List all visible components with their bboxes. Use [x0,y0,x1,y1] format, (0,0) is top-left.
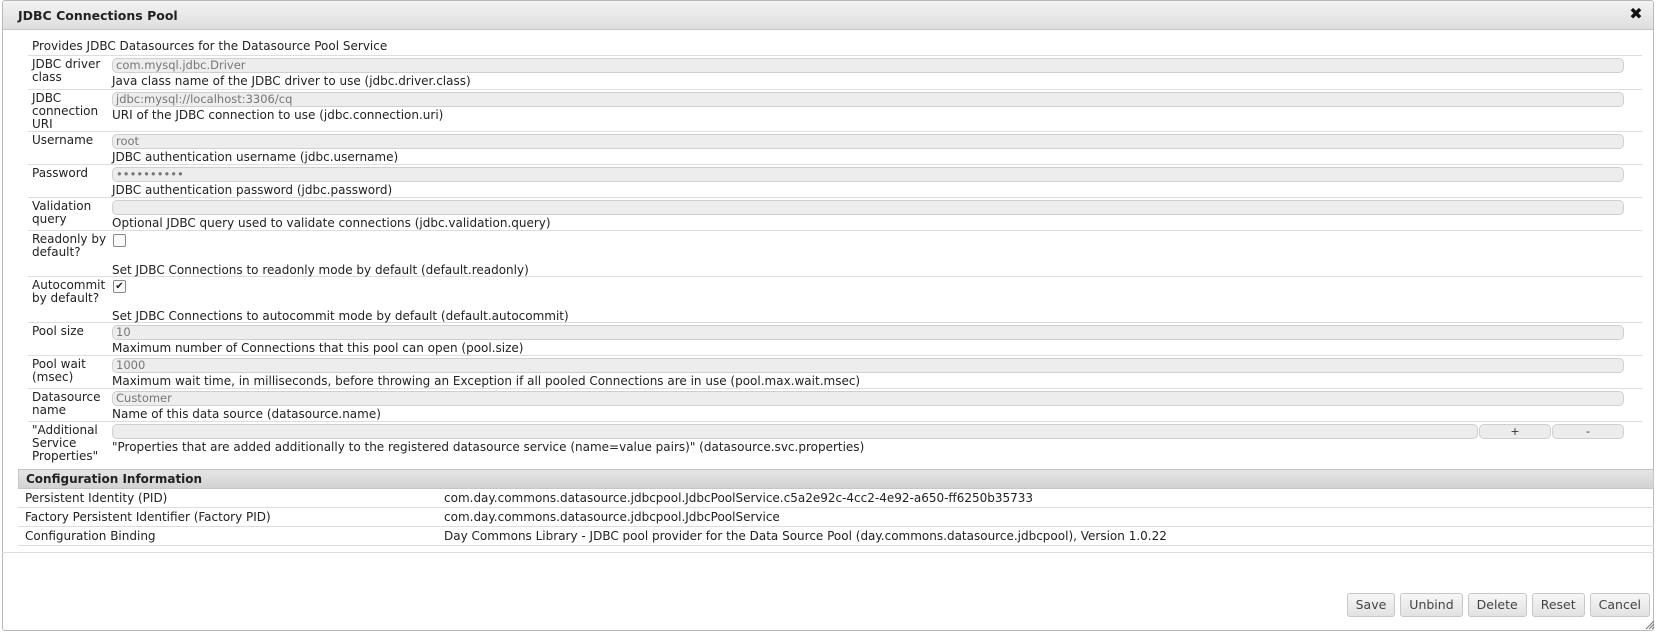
row-pool-size [28,323,1642,356]
config-row-pid [18,489,1654,508]
pool-wait-input[interactable]: 1000 [112,358,1624,373]
row-autocommit-default [28,277,1642,323]
validation-query-input[interactable] [112,200,1624,215]
config-key: Configuration Binding [25,529,156,543]
config-value: com.day.commons.datasource.jdbcpool.JdbcPoolService.c5a2e92c-4cc2-4e92-a650-ff6250b35733 [444,491,1034,505]
autocommit-checkbox[interactable]: ✔ [113,280,126,293]
row-password [28,165,1642,198]
field-label: Pool size [32,324,84,338]
pool-size-input[interactable]: 10 [112,325,1624,340]
dialog-title: JDBC Connections Pool [18,8,178,23]
close-icon[interactable]: ✖ [1629,4,1643,23]
field-description: Set JDBC Connections to readonly mode by default (default.readonly) [112,263,529,277]
jdbc-connection-uri-input[interactable]: jdbc:mysql://localhost:3306/cq [112,92,1624,107]
unbind-button[interactable]: Unbind [1400,593,1462,617]
field-label: Readonly by default? [32,232,107,259]
row-additional-service-properties [28,422,1642,466]
row-readonly-default [28,231,1642,277]
datasource-name-input[interactable]: Customer [112,391,1624,406]
reset-button[interactable]: Reset [1532,593,1585,617]
field-label: "Additional Service Properties" [32,423,99,463]
field-description: JDBC authentication username (jdbc.username) [112,150,399,164]
config-row-binding [18,527,1654,546]
dialog-titlebar[interactable] [3,1,1653,30]
save-button[interactable]: Save [1347,593,1396,617]
field-label: Username [32,133,94,147]
field-description: Optional JDBC query used to validate connections (jdbc.validation.query) [112,216,551,230]
configuration-form [28,37,1642,466]
configuration-information [18,469,1654,546]
remove-property-button[interactable]: - [1552,424,1624,439]
row-validation-query [28,198,1642,231]
row-jdbc-driver-class [28,56,1642,90]
dialog-buttons [1347,593,1650,617]
field-description: Name of this data source (datasource.name) [112,407,381,421]
field-label: JDBC driver class [32,57,101,84]
field-label: Autocommit by default? [32,278,106,305]
username-input[interactable]: root [112,134,1624,149]
add-property-button[interactable]: + [1479,424,1551,439]
configuration-information-heading: Configuration Information [18,469,1654,489]
field-label: Datasource name [32,390,101,417]
config-value: com.day.commons.datasource.jdbcpool.JdbcPoolService [444,510,780,524]
field-label: JDBC connection URI [32,91,99,131]
field-label: Password [32,166,89,180]
field-description: "Properties that are added additionally to the registered datasource service (name=value pairs)" (datasource.svc.properties) [112,440,865,454]
config-value: Day Commons Library - JDBC pool provider for the Data Source Pool (day.commons.datasource.jdbcpool), Version 1.0.22 [444,529,1167,543]
additional-properties-input[interactable] [112,424,1478,439]
field-description: Java class name of the JDBC driver to use (jdbc.driver.class) [112,74,471,88]
row-datasource-name [28,389,1642,422]
form-intro: Provides JDBC Datasources for the Datasource Pool Service [28,37,1642,56]
field-label: Pool wait (msec) [32,357,86,384]
cancel-button[interactable]: Cancel [1590,593,1650,617]
row-pool-wait [28,356,1642,389]
field-label: Validation query [32,199,92,226]
jdbc-driver-class-input[interactable]: com.mysql.jdbc.Driver [112,58,1624,73]
field-description: Set JDBC Connections to autocommit mode by default (default.autocommit) [112,309,569,323]
resize-grip-icon[interactable] [1645,620,1655,630]
divider [2,552,1654,553]
config-row-factory-pid [18,508,1654,527]
config-key: Factory Persistent Identifier (Factory PID) [25,510,271,524]
password-input[interactable]: •••••••••• [112,167,1624,182]
row-jdbc-connection-uri [28,90,1642,132]
field-description: Maximum number of Connections that this pool can open (pool.size) [112,341,524,355]
readonly-checkbox[interactable] [113,234,126,247]
config-key: Persistent Identity (PID) [25,491,168,505]
field-description: URI of the JDBC connection to use (jdbc.connection.uri) [112,108,444,122]
field-description: JDBC authentication password (jdbc.password) [112,183,393,197]
row-username [28,132,1642,165]
delete-button[interactable]: Delete [1468,593,1527,617]
field-description: Maximum wait time, in milliseconds, before throwing an Exception if all pooled Connections are in use (pool.max.wait.msec) [112,374,861,388]
